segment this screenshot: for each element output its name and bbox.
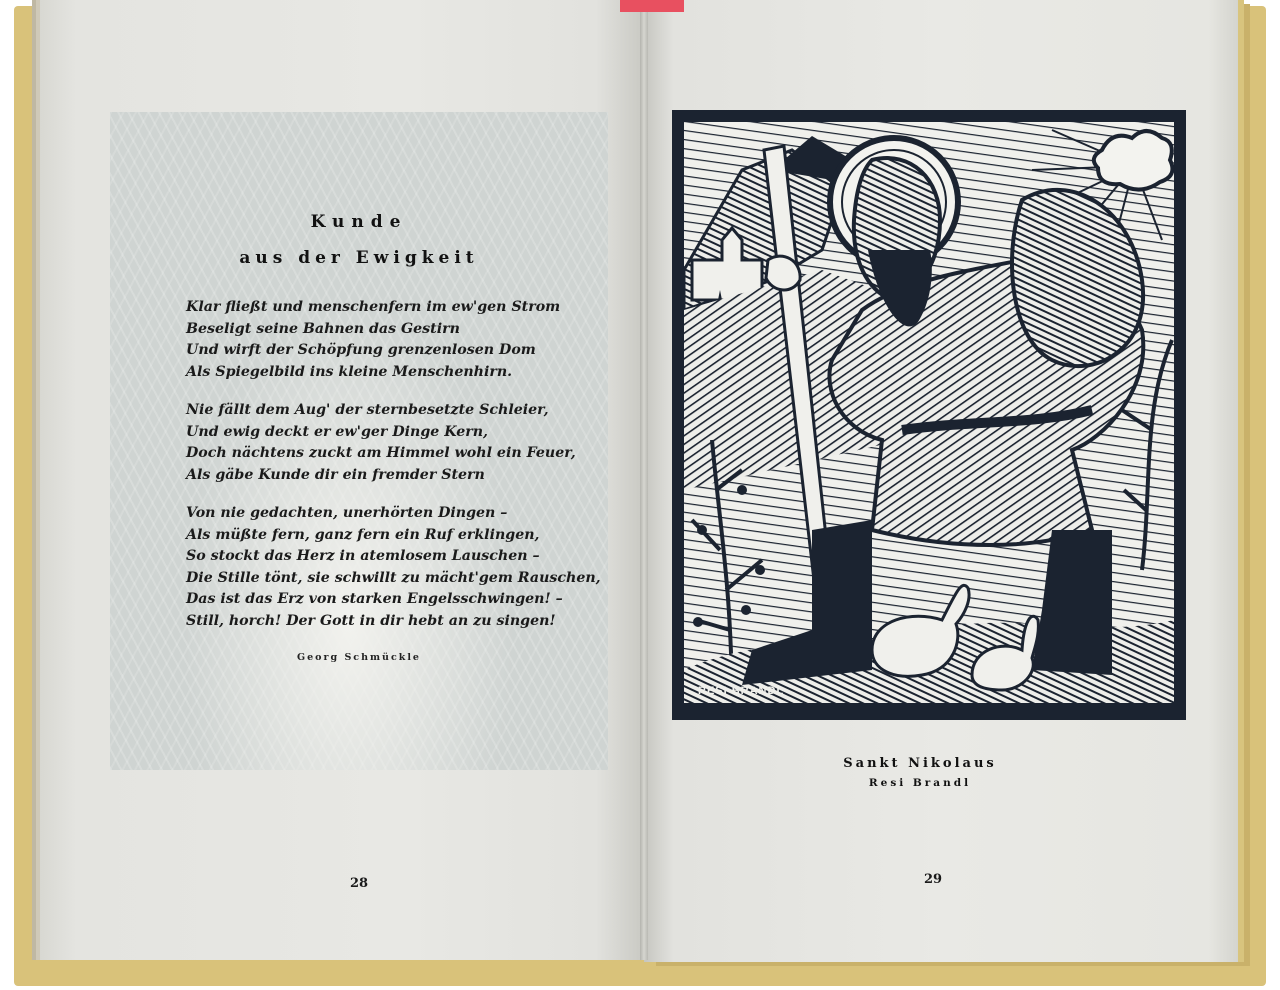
verse-line: Und ewig deckt er ew'ger Dinge Kern,	[186, 423, 488, 440]
verse-line: So stockt das Herz in atemlosem Lauschen –	[186, 548, 540, 564]
verse-line: Nie fällt dem Aug' der sternbesetzte Schleier,	[186, 402, 549, 418]
verse-line: Von nie gedachten, unerhörten Dingen –	[186, 505, 508, 521]
verse-line: Beseligt seine Bahnen das Gestirn	[186, 320, 460, 337]
caption-title: Sankt Nikolaus	[843, 756, 997, 771]
verse-line: Als gäbe Kunde dir ein fremder Stern	[186, 466, 485, 483]
stanza-2	[186, 400, 606, 486]
woodcut-illustration-sankt-nikolaus	[672, 110, 1186, 720]
hand-on-staff	[766, 256, 800, 290]
illustration-signature: RESI BRANDL	[698, 685, 785, 697]
page-number-right: 29	[924, 872, 943, 887]
verse-line: Die Stille tönt, sie schwillt zu mächt'gem Rauschen,	[186, 569, 601, 586]
poem-title-line2: aus der Ewigkeit	[239, 248, 479, 268]
poem-author: Georg Schmückle	[297, 652, 421, 663]
book-gutter	[640, 0, 648, 960]
page-number-left: 28	[350, 876, 369, 891]
bookmark-ribbon	[620, 0, 684, 12]
verse-line: Als müßte fern, ganz fern ein Ruf erklingen,	[186, 526, 540, 543]
verse-line: Still, horch! Der Gott in dir hebt an zu singen!	[186, 612, 556, 629]
verse-line: Doch nächtens zuckt am Himmel wohl ein Feuer,	[186, 445, 576, 461]
verse-line: Und wirft der Schöpfung grenzenlosen Dom	[186, 342, 536, 358]
verse-line: Das ist das Erz von starken Engelsschwingen! –	[186, 591, 563, 607]
verse-line: Klar fließt und menschenfern im ew'gen Strom	[186, 299, 561, 315]
stanza-3	[186, 503, 606, 632]
poem-block	[110, 112, 608, 770]
poem-title-line1: Kunde	[310, 212, 408, 232]
stanza-1	[186, 297, 606, 383]
verse-line: Als Spiegelbild ins kleine Menschenhirn.	[186, 363, 513, 380]
caption-artist: Resi Brandl	[868, 777, 972, 789]
